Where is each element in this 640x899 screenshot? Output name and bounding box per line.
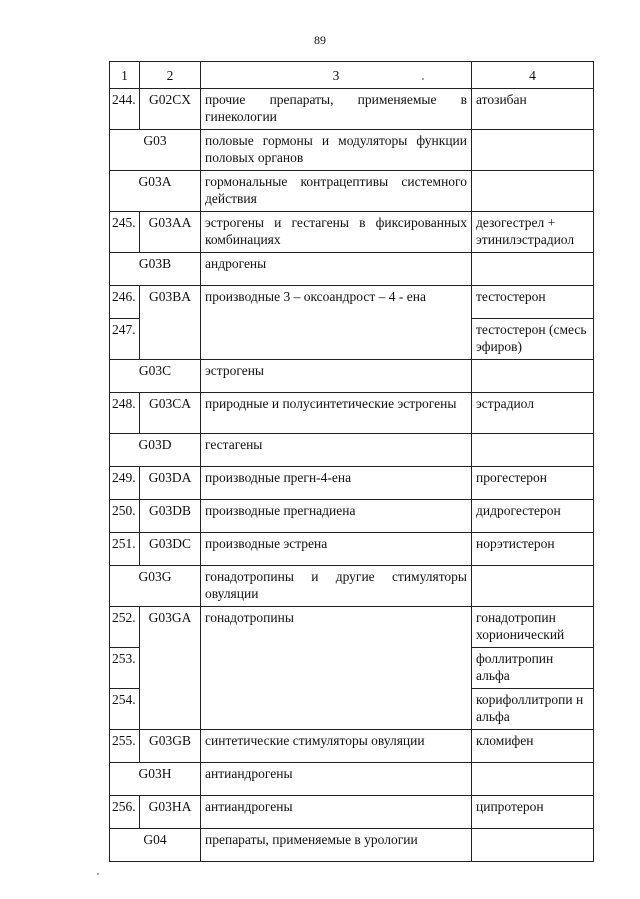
atc-description: производные прегн-4-ена — [201, 467, 472, 500]
atc-description: эстрогены и гестагены в фиксированных комбинациях — [201, 212, 472, 253]
table-row — [110, 171, 594, 212]
drug-name — [472, 566, 594, 607]
row-number: 251. — [110, 533, 140, 566]
row-number: 256. — [110, 796, 140, 829]
atc-code: G03CA — [140, 393, 201, 434]
drug-name: дидрогестерон — [472, 500, 594, 533]
atc-description: гонадотропины и другие стимуляторы овуляции — [201, 566, 472, 607]
atc-description: прочие препараты, применяемые в гинекологии — [201, 89, 472, 130]
drug-name — [472, 434, 594, 467]
atc-code: G03DB — [140, 500, 201, 533]
table-row — [110, 89, 594, 130]
atc-description: производные 3 – оксоандрост – 4 - ена — [201, 286, 472, 360]
table-row — [110, 566, 594, 607]
atc-description: производные прегнадиена — [201, 500, 472, 533]
row-number: 254. — [110, 689, 140, 730]
drug-name — [472, 253, 594, 286]
row-number: 249. — [110, 467, 140, 500]
table-row — [110, 286, 594, 319]
row-number: 250. — [110, 500, 140, 533]
drug-name: фоллитропин альфа — [472, 648, 594, 689]
drug-name — [472, 130, 594, 171]
drug-name: эстрадиол — [472, 393, 594, 434]
table-row — [110, 212, 594, 253]
header-col-1: 1 — [110, 62, 140, 89]
atc-description: природные и полусинтетические эстрогены — [201, 393, 472, 434]
atc-description: андрогены — [201, 253, 472, 286]
drug-name: гонадотропин хорионический — [472, 607, 594, 648]
atc-group-code: G03 — [110, 130, 201, 171]
atc-code: G03GA — [140, 607, 201, 730]
table-row — [110, 130, 594, 171]
atc-group-code: G03C — [110, 360, 201, 393]
table-row — [110, 829, 594, 862]
atc-code: G03HA — [140, 796, 201, 829]
drug-name: кломифен — [472, 730, 594, 763]
drug-name — [472, 171, 594, 212]
page-number: 89 — [314, 33, 326, 47]
atc-code: G03DC — [140, 533, 201, 566]
table-row — [110, 796, 594, 829]
row-number: 246. — [110, 286, 140, 319]
atc-code: G03AA — [140, 212, 201, 253]
atc-description: гонадотропины — [201, 607, 472, 730]
header-col-2: 2 — [140, 62, 201, 89]
table-row — [110, 253, 594, 286]
atc-description: препараты, применяемые в урологии — [201, 829, 472, 862]
atc-description: производные эстрена — [201, 533, 472, 566]
atc-description: гормональные контрацептивы системного действия — [201, 171, 472, 212]
table-row — [110, 730, 594, 763]
row-number: 248. — [110, 393, 140, 434]
table-row — [110, 360, 594, 393]
atc-description: антиандрогены — [201, 796, 472, 829]
atc-code: G03GB — [140, 730, 201, 763]
atc-description: половые гормоны и модуляторы функции половых органов — [201, 130, 472, 171]
atc-group-code: G03B — [110, 253, 201, 286]
row-number: 245. — [110, 212, 140, 253]
atc-group-code: G03G — [110, 566, 201, 607]
table-header-row — [110, 62, 594, 89]
drug-name: прогестерон — [472, 467, 594, 500]
header-col-3: 3 — [201, 62, 472, 89]
header-col-4: 4 — [472, 62, 594, 89]
table-row — [110, 434, 594, 467]
drug-name — [472, 360, 594, 393]
row-number: 253. — [110, 648, 140, 689]
scan-speck — [97, 873, 99, 875]
drug-name: тестостерон — [472, 286, 594, 319]
atc-code: G03DA — [140, 467, 201, 500]
row-number: 255. — [110, 730, 140, 763]
atc-description: гестагены — [201, 434, 472, 467]
drug-name: тестостерон (смесь эфиров) — [472, 319, 594, 360]
row-number: 252. — [110, 607, 140, 648]
table-row — [110, 393, 594, 434]
table-row — [110, 763, 594, 796]
atc-code: G03BA — [140, 286, 201, 360]
drug-classification-table — [109, 61, 594, 862]
table-row — [110, 607, 594, 648]
row-number: 247. — [110, 319, 140, 360]
drug-name — [472, 763, 594, 796]
drug-name: корифоллитропи н альфа — [472, 689, 594, 730]
drug-name — [472, 829, 594, 862]
atc-code: G02CX — [140, 89, 201, 130]
atc-group-code: G03D — [110, 434, 201, 467]
atc-group-code: G03A — [110, 171, 201, 212]
drug-name: дезогестрел + этинилэстрадиол — [472, 212, 594, 253]
table-row — [110, 500, 594, 533]
drug-name: атозибан — [472, 89, 594, 130]
drug-name: ципротерон — [472, 796, 594, 829]
drug-name: норэтистерон — [472, 533, 594, 566]
atc-description: эстрогены — [201, 360, 472, 393]
atc-description: антиандрогены — [201, 763, 472, 796]
atc-description: синтетические стимуляторы овуляции — [201, 730, 472, 763]
table-row — [110, 467, 594, 500]
atc-group-code: G04 — [110, 829, 201, 862]
table-row — [110, 533, 594, 566]
atc-group-code: G03H — [110, 763, 201, 796]
row-number: 244. — [110, 89, 140, 130]
